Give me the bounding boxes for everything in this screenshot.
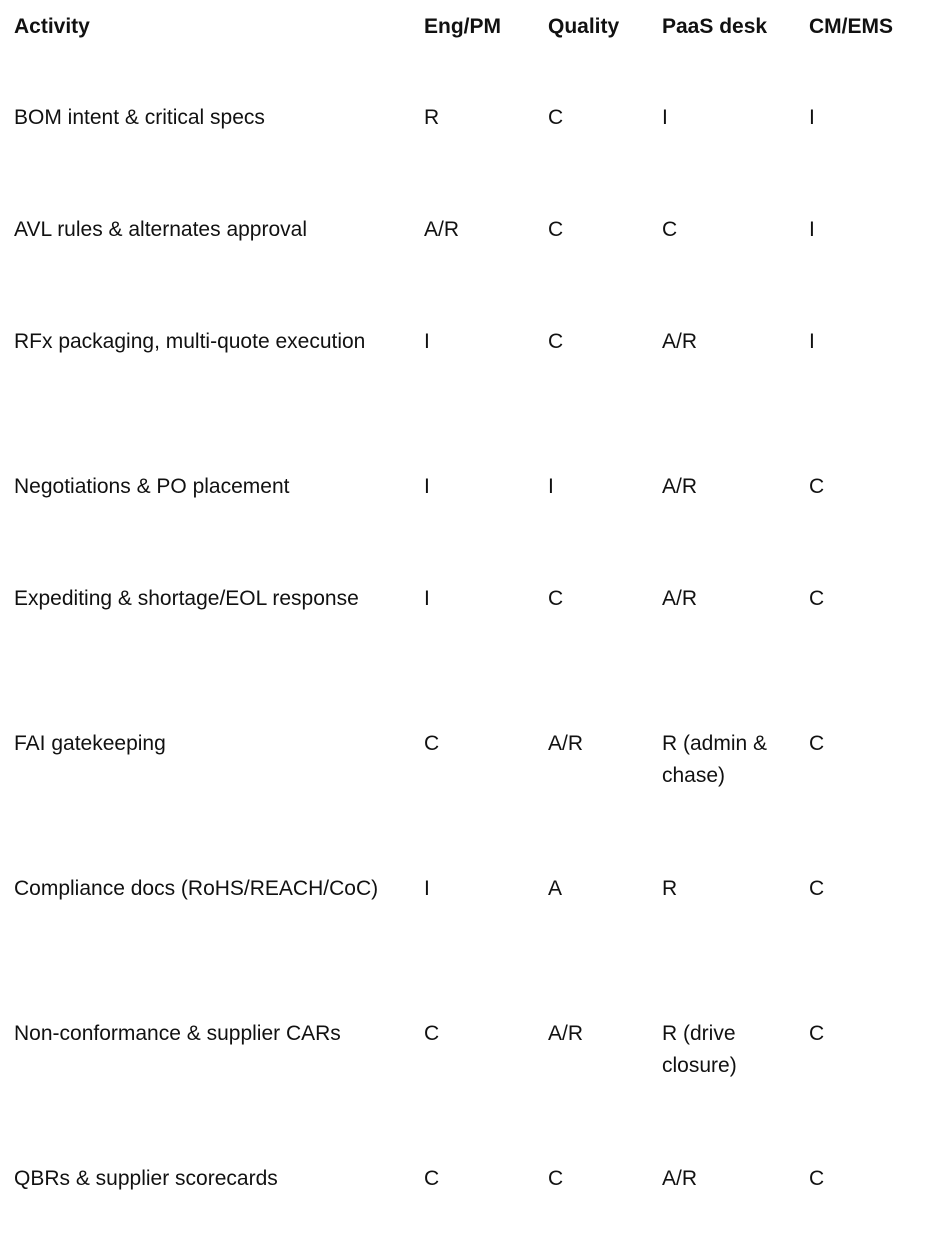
- cell-cm-ems: I: [809, 218, 815, 241]
- cell-eng-pm: I: [424, 587, 430, 610]
- cell-activity: FAI gatekeeping: [14, 732, 166, 755]
- header-paas-desk: PaaS desk: [662, 15, 768, 38]
- cell-paas-desk: C: [662, 218, 678, 241]
- table-row: [0, 1163, 930, 1223]
- table-row: [0, 1018, 930, 1163]
- cell-activity: QBRs & supplier scorecards: [14, 1167, 278, 1190]
- cell-cm-ems: I: [809, 330, 815, 353]
- cell-activity: Expediting & shortage/EOL response: [14, 587, 359, 610]
- cell-quality: I: [548, 475, 554, 498]
- cell-quality: A/R: [548, 1022, 584, 1045]
- cell-quality: C: [548, 330, 564, 353]
- cell-cm-ems: C: [809, 1022, 825, 1045]
- cell-paas-desk: A/R: [662, 1167, 698, 1190]
- cell-eng-pm: C: [424, 1022, 440, 1045]
- cell-paas-desk: A/R: [662, 475, 698, 498]
- cell-eng-pm: C: [424, 1167, 440, 1190]
- table-row: [0, 728, 930, 873]
- table-row: [0, 102, 930, 214]
- cell-quality: A: [548, 877, 563, 900]
- cell-paas-desk: I: [662, 106, 668, 129]
- cell-quality: C: [548, 587, 564, 610]
- cell-eng-pm: R: [424, 106, 440, 129]
- cell-cm-ems: C: [809, 587, 825, 610]
- cell-eng-pm: I: [424, 877, 430, 900]
- cell-paas-desk: A/R: [662, 330, 698, 353]
- cell-activity: Negotiations & PO placement: [14, 475, 290, 498]
- header-eng-pm: Eng/PM: [424, 15, 501, 38]
- cell-activity: AVL rules & alternates approval: [14, 218, 307, 241]
- header-quality: Quality: [548, 15, 620, 38]
- cell-cm-ems: C: [809, 732, 825, 755]
- cell-paas-desk: R (admin & chase): [662, 732, 768, 787]
- header-cm-ems: CM/EMS: [809, 15, 893, 38]
- cell-eng-pm: C: [424, 732, 440, 755]
- cell-cm-ems: C: [809, 877, 825, 900]
- table-row: [0, 873, 930, 1018]
- cell-activity: RFx packaging, multi-quote execution: [14, 330, 366, 353]
- cell-quality: C: [548, 106, 564, 129]
- header-activity: Activity: [14, 15, 90, 38]
- table-row: [0, 471, 930, 583]
- table-row: [0, 583, 930, 728]
- table-row: [0, 326, 930, 471]
- cell-cm-ems: C: [809, 475, 825, 498]
- cell-paas-desk: R: [662, 877, 678, 900]
- cell-paas-desk: R (drive closure): [662, 1022, 737, 1077]
- cell-paas-desk: A/R: [662, 587, 698, 610]
- cell-activity: Non-conformance & supplier CARs: [14, 1022, 341, 1045]
- cell-cm-ems: C: [809, 1167, 825, 1190]
- cell-quality: C: [548, 218, 564, 241]
- cell-activity: Compliance docs (RoHS/REACH/CoC): [14, 877, 379, 900]
- table-row: [0, 214, 930, 326]
- cell-eng-pm: A/R: [424, 218, 460, 241]
- cell-cm-ems: I: [809, 106, 815, 129]
- cell-eng-pm: I: [424, 330, 430, 353]
- cell-eng-pm: I: [424, 475, 430, 498]
- cell-quality: C: [548, 1167, 564, 1190]
- header-row: [0, 0, 930, 102]
- cell-activity: BOM intent & critical specs: [14, 106, 265, 129]
- cell-quality: A/R: [548, 732, 584, 755]
